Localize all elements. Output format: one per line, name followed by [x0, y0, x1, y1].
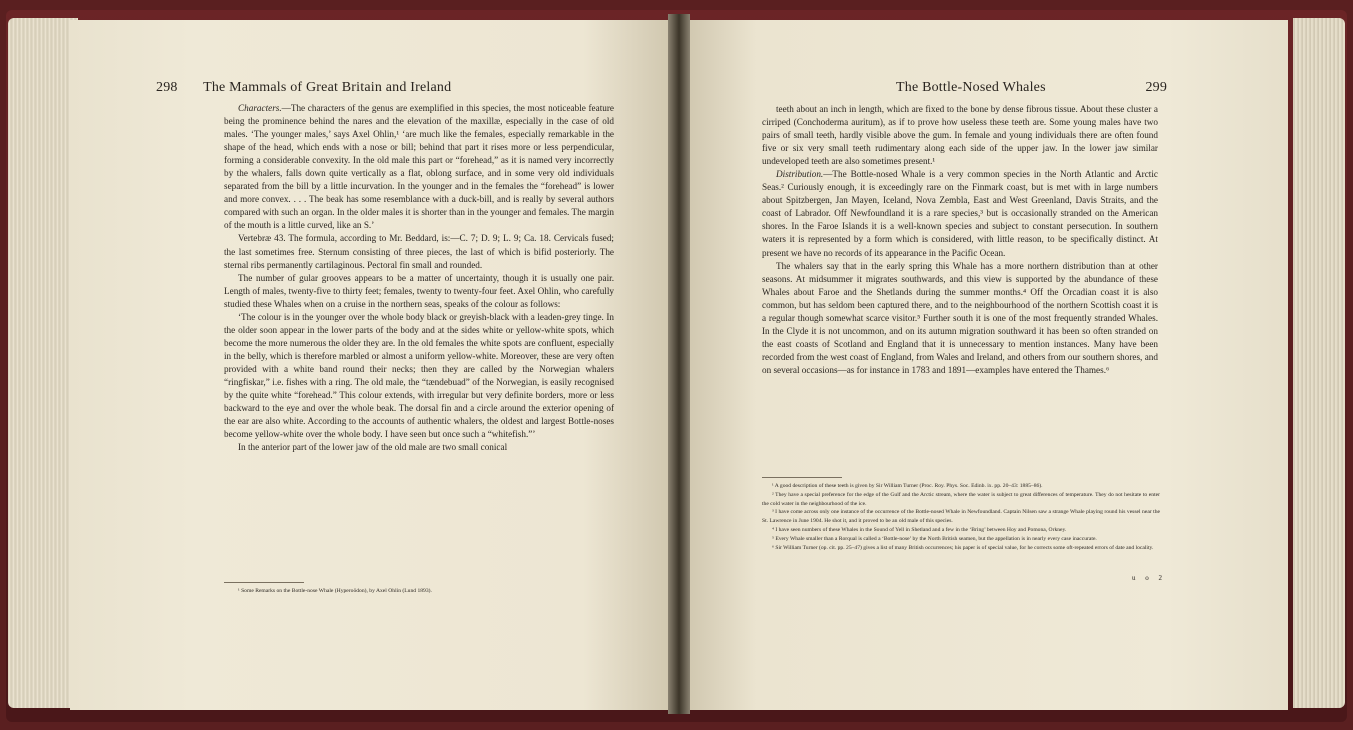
- left-running-head: [156, 80, 451, 96]
- paragraph: [762, 103, 1158, 168]
- footnote: ¹ Some Remarks on the Bottle-nose Whale (Hyperoödon), by Axel Ohlin (Lund 1893).: [238, 588, 432, 594]
- paragraph-text: —The characters of the genus are exemplified in this species, the most noticeable feature being the prominence behind the nares and the elevation of the maxillæ, especially in the case of old males. ‘The younger males,’ says Axel Ohlin,¹ ‘are much like the females, especially remarkable in the shape of the head, which ends with a nose or bill; behind that part it rises more or less perpendicular, forming a considerable convexity. In the old male this part or “forehead,” as it is named very incorrectly by the whalers, falls down quite vertically as a flat, oblong surface, and in some very old individuals separated from the bill by a little incurvation. In the younger and in the females the “forehead” is lower and more convex. . . . The beak has some resemblance with a duck-bill, and is really by several authors compared with such an organ. In the older males it is shorter than in the younger and females. The margin of the mouth is a little curved, like an S.’: [224, 103, 614, 231]
- right-head-title: The Bottle-Nosed Whales: [896, 80, 1046, 95]
- signature-mark: u o 2: [1132, 574, 1166, 582]
- paragraph: [762, 260, 1158, 377]
- footnote: ³ I have come across only one instance of the occurrence of the Bottle-nosed Whale in Newfoundland. Captain Nilsen saw a strange Whale playing round his vessel near the St. Lawrence in June 1904. He shot it, and it proved to be an old male of this species.: [762, 509, 1160, 525]
- section-lead: Distribution.: [776, 169, 824, 180]
- paragraph-text: —The Bottle-nosed Whale is a very common species in the North Atlantic and Arctic Seas.² Curiously enough, it is exceedingly rare on the Finmark coast, but is met with in large numbers about Spitzbergen, Jan Mayen, Iceland, Nova Zembla, East and West Greenland, Davis Straits, and the coast of Labrador. Off Newfoundland it is a rare species,³ but is occasionally stranded on the American shores. In the Faroe Islands it is a well-known species and subject to constant persecution. In southern waters it is represented by a form which is considered, with little reason, to be specifically distinct. At present we have no records of its appearance in the Pacific Ocean.: [762, 169, 1158, 258]
- left-footnotes: [228, 587, 614, 596]
- paragraph-text: teeth about an inch in length, which are fixed to the bone by dense fibrous tissue. About these cluster a cirriped (Conchoderma auritum), as if to prove how useless these teeth are. Some young males have two pairs of small teeth, hardly visible above the gum. In female and young individuals there are often found five or six very small teeth rudimentary along each side of the upper jaw. In the lower jaw similar undeveloped teeth are also sometimes present.¹: [762, 104, 1158, 167]
- right-footnotes: [762, 482, 1160, 552]
- footnote: ⁵ Every Whale smaller than a Rorqual is called a ‘Bottle-nose’ by the North British seamen, but the appellation is in nearly every case inaccurate.: [772, 535, 1097, 542]
- paragraph: [224, 311, 614, 441]
- paragraph-text: In the anterior part of the lower jaw of the old male are two small conical: [238, 442, 508, 453]
- right-page-number: 299: [1145, 80, 1168, 95]
- paragraph-text: ‘The colour is in the younger over the whole body black or greyish-black with a leaden-grey tinge. In the older soon appear in the lower parts of the body and at the sides white or yellow-white spots, which become the more numerous the older they are. In the old females the white spots are confluent, especially in the belly, which is therefore marbled or almost a uniform yellow-white. Moreover, these are very often provided with a white band round their necks; then they are called by the Norwegian whalers “ringfiskar,” i.e. fishes with a ring. The old male, the “tændebuad” of the Norwegian, is easily recognised by the quite white “forehead.” This colour extends, with irregular but very definite borders, more or less backward to the eye and over the whole beak. The dorsal fin and a circle around the exterior opening of the ear are also white. According to the accounts of authentic whalers, the oldest and largest Bottle-noses become yellow-white over the whole body. I have seen but once such a “whitefish.”’: [224, 311, 614, 440]
- page-edges-left: [8, 18, 78, 708]
- footnote-rule: [224, 582, 304, 583]
- footnote: ⁴ I have seen numbers of these Whales in the Sound of Yell in Shetland and a few in the ‘Bring’ between Hoy and Pomona, Orkney.: [772, 526, 1067, 533]
- left-head-title: The Mammals of Great Britain and Ireland: [203, 80, 452, 95]
- paragraph: [224, 102, 614, 232]
- book-gutter: [668, 14, 690, 714]
- footnote-rule: [762, 477, 842, 478]
- left-page-number: 298: [156, 80, 178, 95]
- paragraph: [224, 232, 614, 271]
- right-body-text: [762, 103, 1158, 377]
- footnote: ² They have a special preference for the edge of the Gulf and the Arctic stream, where the water is subject to great differences of temperature. They do not hesitate to enter the cold water in the neighbourhood of the ice.: [762, 491, 1160, 507]
- page-edges-right: [1293, 18, 1345, 708]
- paragraph: [224, 272, 614, 311]
- paragraph-text: The whalers say that in the early spring this Whale has a more northern distribution than at other seasons. At midsummer it migrates southwards, and this view is supported by the abundance of these Whales about Faroe and the Shetlands during the summer months.⁴ Off the Orcadian coast it is also common, but has seldom been captured there, and to the neighbourhood of the northern Scottish coast it is a regular though somewhat scarce visitor.⁵ Further south it is one of the most frequently stranded Whales. In the Clyde it is not uncommon, and on its autumn migration southward it has been so often stranded on the east coasts of Scotland and England that it is unnecessary to mention instances. Many have been recorded from the west coast of England, from Wales and Ireland, and others from our southern shores, and on several occasions—as for instance in 1783 and 1891—examples have entered the Thames.⁶: [762, 260, 1158, 375]
- right-running-head: [896, 80, 1167, 96]
- paragraph: [762, 168, 1158, 259]
- left-body-text: [224, 102, 614, 454]
- paragraph-text: Vertebræ 43. The formula, according to Mr. Beddard, is:—C. 7; D. 9; L. 9; Ca. 18. Cervicals fused; the last sometimes free. Sternum consisting of three pieces, the last of which is bifid posteriorly. The sternal ribs permanently cartilaginous. Pectoral fin small and rounded.: [224, 233, 614, 270]
- paragraph-text: The number of gular grooves appears to be a matter of uncertainty, though it is usually one pair. Length of males, twenty-five to thirty feet; females, twenty to twenty-four feet. Axel Ohlin, who carefully studied these Whales when on a cruise in the northern seas, speaks of the colour as follows:: [224, 272, 614, 309]
- footnote: ⁶ Sir William Turner (op. cit. pp. 25–47) gives a list of many British occurrences; his paper is of special value, for he corrects some oft-repeated errors of date and locality.: [772, 544, 1154, 551]
- section-lead: Characters.: [238, 103, 282, 113]
- paragraph: [224, 441, 614, 454]
- footnote: ¹ A good description of these teeth is given by Sir William Turner (Proc. Roy. Phys. Soc. Edinb. ix. pp. 20–43: 1885–86).: [772, 483, 1043, 489]
